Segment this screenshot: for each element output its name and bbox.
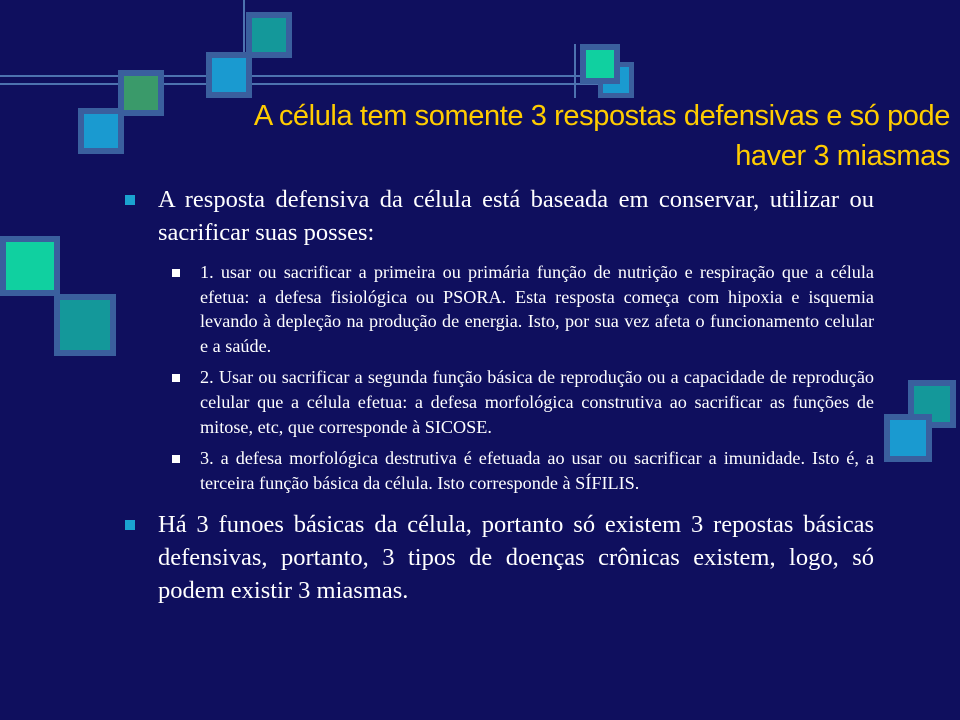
sub-bullet-item xyxy=(120,446,874,495)
square-bullet-icon xyxy=(125,520,135,530)
sub-bullet-item xyxy=(120,260,874,358)
sub-bullet-text: 2. Usar ou sacrificar a segunda função básica de reprodução ou a capacidade de reprodução celular que a célula efetua: a defesa morfológica construtiva ao sacrificar as funções de mitose, etc, que corresponde à SICOSE. xyxy=(200,367,874,437)
bullet-item xyxy=(120,183,874,249)
slide-body xyxy=(120,183,874,607)
square-bullet-icon xyxy=(172,455,180,463)
sub-bullet-list xyxy=(120,260,874,495)
sub-bullet-text: 3. a defesa morfológica destrutiva é efetuada ao usar ou sacrificar a imunidade. Isto é, a terceira função básica da célula. Isto corresponde à SÍFILIS. xyxy=(200,448,874,493)
sub-bullet-text: 1. usar ou sacrificar a primeira ou primária função de nutrição e respiração que a célula efetua: a defesa fisiológica ou PSORA. Esta resposta começa com hipoxia e isquemia levando à depleção na produção de energia. Isto, por sua vez afeta o funcionamento celular e a saúde. xyxy=(200,262,874,356)
bullet-text: Há 3 funoes básicas da célula, portanto só existem 3 repostas básicas defensivas, portanto, 3 tipos de doenças crônicas existem, logo, só podem existir 3 miasmas. xyxy=(158,511,874,605)
bullet-text: A resposta defensiva da célula está baseada em conservar, utilizar ou sacrificar suas posses: xyxy=(158,186,874,246)
slide-title: A célula tem somente 3 respostas defensivas e só pode haver 3 miasmas xyxy=(253,100,950,172)
bullet-item xyxy=(120,508,874,607)
square-bullet-icon xyxy=(125,195,135,205)
sub-bullet-item xyxy=(120,365,874,439)
square-bullet-icon xyxy=(172,269,180,277)
square-bullet-icon xyxy=(172,374,180,382)
